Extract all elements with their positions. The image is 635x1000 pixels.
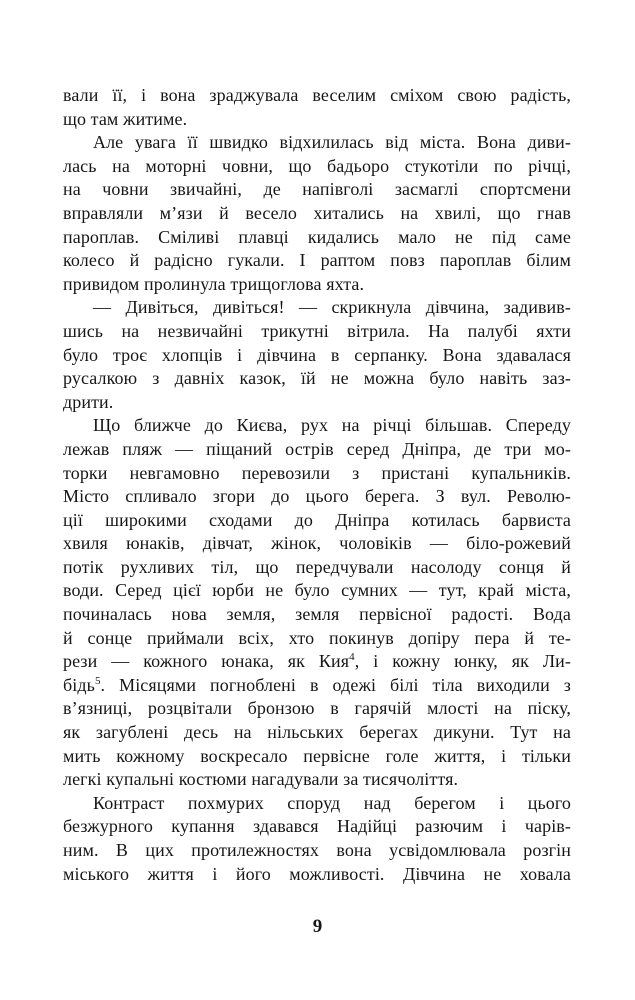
text-line: привидом пролинула трищоглова яхта. <box>63 273 365 294</box>
text-line: русалкою з давніх казок, їй не можна було навіть заз- <box>63 368 571 389</box>
text-line: лежав пляж — піщаний острів серед Дніпра, де три мо- <box>63 438 571 459</box>
text-line: й сонце приймали всіх, хто покинув допіру пера й те- <box>63 627 571 648</box>
text-line: Але увага її швидко відхилилась від міста. Вона диви- <box>93 132 571 153</box>
text-line: ції широкими сходами до Дніпра котилась барвиста <box>63 509 571 530</box>
text-line: безжурного купання здавався Надійці разючим і чарів- <box>63 816 571 837</box>
text-line: рези — кожного юнака, як Кия$^4$, і кожну юнку, як Ли- <box>63 651 571 672</box>
text-line: потік рухливих тіл, що передчували насолоду сонця й <box>63 556 571 577</box>
text-line: вали її, і вона зраджувала веселим сміхом свою радість, <box>63 85 571 105</box>
text-line: на човни звичайні, де напівголі засмаглі спортсмени <box>63 179 571 200</box>
text-line: міського життя і його можливості. Дівчина не ховала <box>63 863 571 884</box>
text-line: хвиля юнаків, дівчат, жінок, чоловіків — біло-рожевий <box>63 533 571 554</box>
text-line: бідь$^5$. Місяцями погноблені в одежі білі тіла виходили з <box>63 674 571 695</box>
text-line: вправляли м’язи й весело хитались на хвилі, що гнав <box>63 202 571 223</box>
text-line: ним. В цих протилежностях вона усвідомлювала розгін <box>63 840 571 860</box>
text-line: шись на незвичайні трикутні вітрила. На палубі яхти <box>63 320 571 341</box>
text-line: води. Серед цієї юрби не було сумних — тут, край міста, <box>63 580 571 601</box>
text-line: легкі купальні костюми нагадували за тисячоліття. <box>63 769 459 790</box>
text-line: Місто спливало згори до цього берега. З вул. Револю- <box>63 486 571 507</box>
text-line: що там житиме. <box>63 108 188 129</box>
text-line: торки невгамовно перевозили з пристані купальників. <box>63 462 571 483</box>
footnote-marker: 5 <box>94 674 101 687</box>
text-line: в’язниці, розцвітали бронзою в гарячій млості на піску, <box>63 698 571 719</box>
text-line: дрити. <box>63 391 114 412</box>
text-line: пароплав. Сміливі плавці кидались мало не під саме <box>63 226 571 247</box>
text-line: Що ближче до Києва, рух на річці більшав. Спереду <box>93 415 571 436</box>
text-line: мить кожному воскресало первісне голе життя, і тільки <box>63 745 571 766</box>
text-line: лась на моторні човни, що бадьоро стукотіли по річці, <box>63 155 571 176</box>
text-line: — Дивіться, дивіться! — скрикнула дівчина, задивив- <box>93 297 571 318</box>
text-block <box>63 84 571 886</box>
text-line: колесо й радісно гукали. І раптом повз пароплав білим <box>63 250 571 271</box>
page-number: 9 <box>312 916 323 937</box>
text-line: починалась нова земля, земля первісної радості. Вода <box>63 604 571 625</box>
footnote-marker: 4 <box>349 651 355 664</box>
text-line: Контраст похмурих споруд над берегом і цього <box>93 792 571 813</box>
text-line: як загублені десь на нільських берегах дикуни. Тут на <box>63 722 571 743</box>
text-line: було троє хлопців і дівчина в серпанку. Вона здавалася <box>63 344 571 365</box>
